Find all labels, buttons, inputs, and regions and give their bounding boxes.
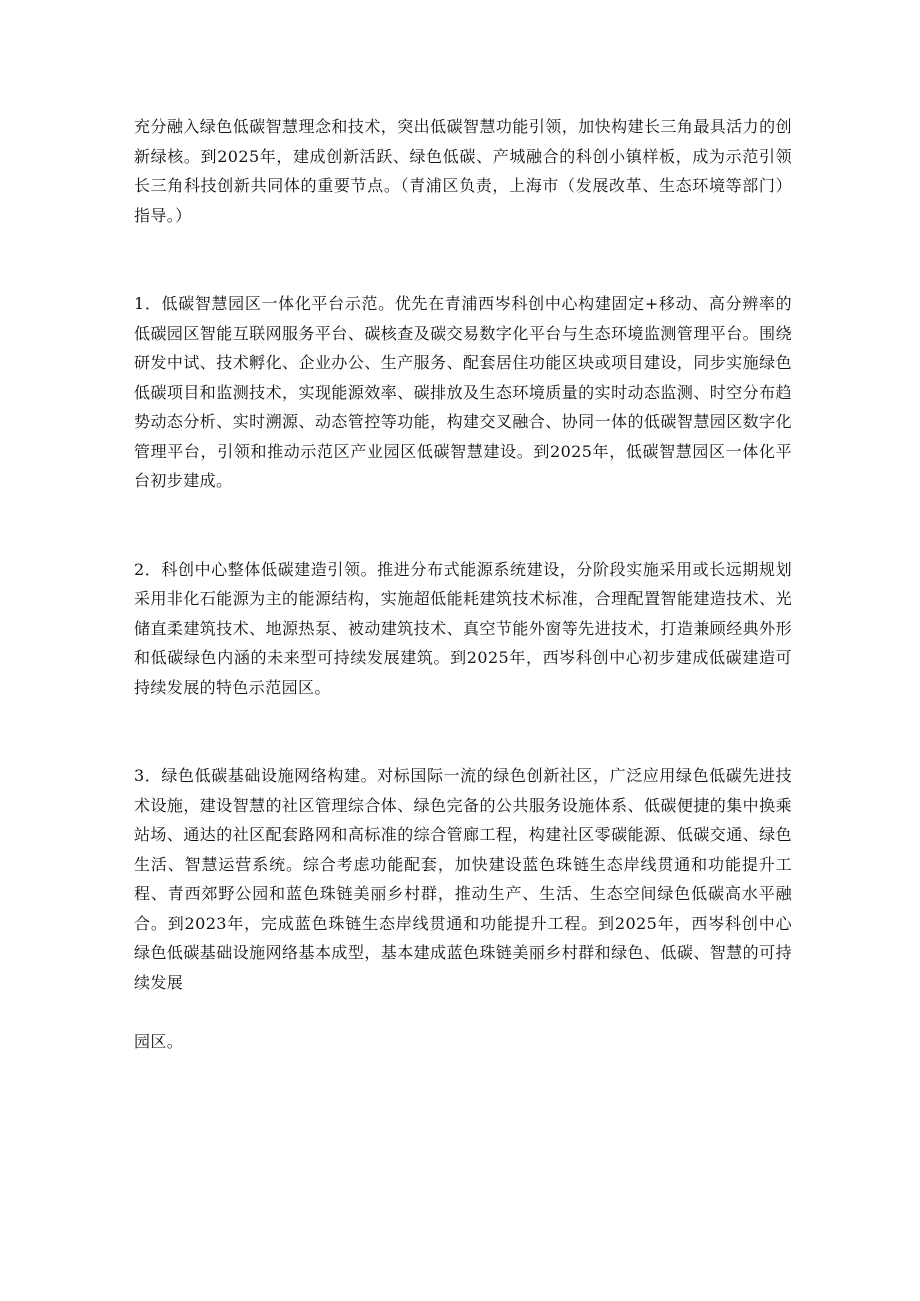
paragraph-spacer	[134, 702, 792, 761]
document-body	[134, 112, 792, 1057]
section-3-continuation: 园区。	[134, 1032, 184, 1051]
paragraph-spacer	[134, 496, 792, 555]
paragraph-spacer	[134, 997, 792, 1027]
intro-paragraph: 充分融入绿色低碳智慧理念和技术，突出低碳智慧功能引领，加快构建长三角最具活力的创新绿核。到2025年，建成创新活跃、绿色低碳、产城融合的科创小镇样板，成为示范引领长三角科技创新共同体的重要节点。（青浦区负责，上海市（发展改革、生态环境等部门）指导。）	[134, 117, 792, 225]
paragraph-spacer	[134, 230, 792, 289]
section-1-paragraph: 1．低碳智慧园区一体化平台示范。优先在青浦西岑科创中心构建固定+移动、高分辨率的低碳园区智能互联网服务平台、碳核查及碳交易数字化平台与生态环境监测管理平台。围绕研发中试、技术孵化、企业办公、生产服务、配套居住功能区块或项目建设，同步实施绿色低碳项目和监测技术，实现能源效率、碳排放及生态环境质量的实时动态监测、时空分布趋势动态分析、实时溯源、动态管控等功能，构建交叉融合、协同一体的低碳智慧园区数字化管理平台，引领和推动示范区产业园区低碳智慧建设。到2025年，低碳智慧园区一体化平台初步建成。	[134, 294, 792, 490]
section-3-paragraph: 3．绿色低碳基础设施网络构建。对标国际一流的绿色创新社区，广泛应用绿色低碳先进技术设施，建设智慧的社区管理综合体、绿色完备的公共服务设施体系、低碳便捷的集中换乘站场、通达的社区配套路网和高标准的综合管廊工程，构建社区零碳能源、低碳交通、绿色生活、智慧运营系统。综合考虑功能配套，加快建设蓝色珠链生态岸线贯通和功能提升工程、青西郊野公园和蓝色珠链美丽乡村群，推动生产、生活、生态空间绿色低碳高水平融合。到2023年，完成蓝色珠链生态岸线贯通和功能提升工程。到2025年，西岑科创中心绿色低碳基础设施网络基本成型，基本建成蓝色珠链美丽乡村群和绿色、低碳、智慧的可持续发展	[134, 766, 792, 992]
section-2-paragraph: 2．科创中心整体低碳建造引领。推进分布式能源系统建设，分阶段实施采用或长远期规划采用非化石能源为主的能源结构，实施超低能耗建筑技术标准，合理配置智能建造技术、光储直柔建筑技术、地源热泵、被动建筑技术、真空节能外窗等先进技术，打造兼顾经典外形和低碳绿色内涵的未来型可持续发展建筑。到2025年，西岑科创中心初步建成低碳建造可持续发展的特色示范园区。	[134, 559, 792, 697]
